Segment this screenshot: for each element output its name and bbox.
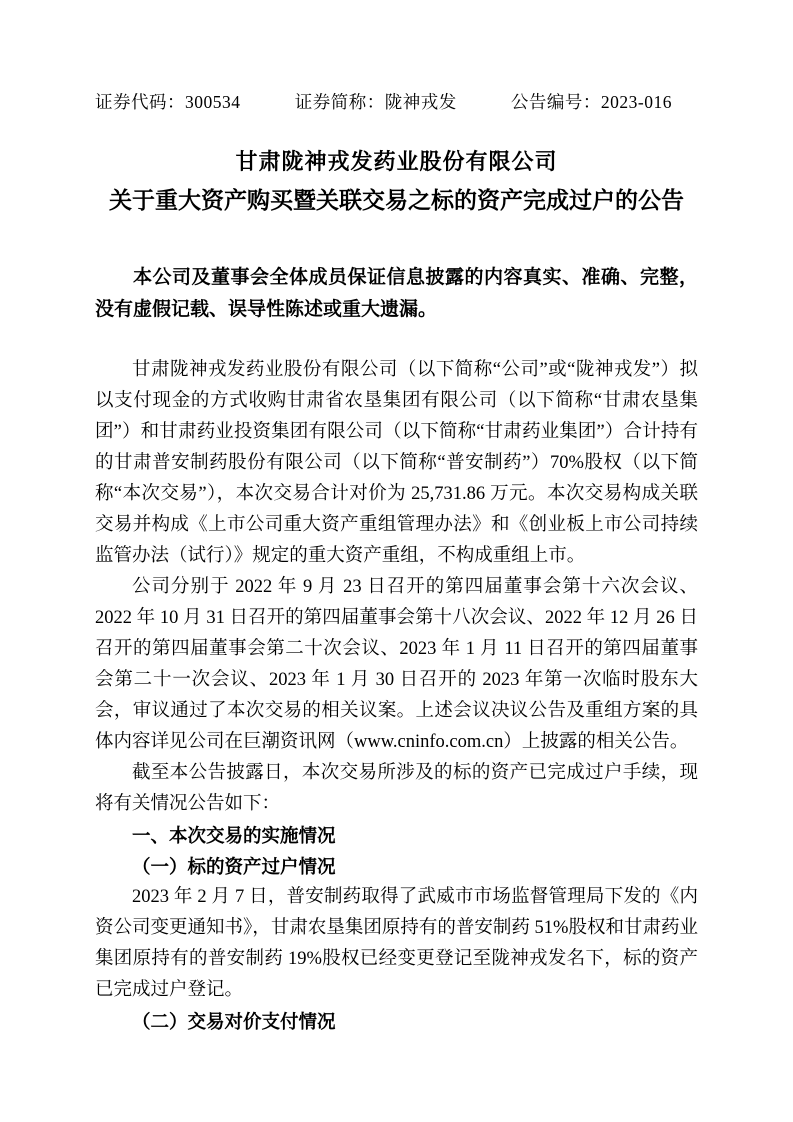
subsection-heading-transfer: （一）标的资产过户情况 xyxy=(132,856,336,877)
stock-info-header xyxy=(95,92,698,112)
announcement-title: 关于重大资产购买暨关联交易之标的资产完成过户的公告 xyxy=(109,187,684,213)
asof-paragraph: 截至本公告披露日，本次交易所涉及的标的资产已完成过户手续，现将有关情况公告如下： xyxy=(95,763,698,814)
stock-code: 证券代码：300534 xyxy=(95,92,241,112)
section-heading-implementation: 一、本次交易的实施情况 xyxy=(132,825,336,846)
intro-paragraph: 甘肃陇神戎发药业股份有限公司（以下简称“公司”或“陇神戎发”）拟以支付现金的方式收购甘肃省农垦集团有限公司（以下简称“甘肃农垦集团”）和甘肃药业投资集团有限公司（以下简称“甘肃药业集团”）合计持有的甘肃普安制药股份有限公司（以下简称“普安制药”）70%股权（以下简称“本次交易”），本次交易合计对价为 25,731.86 万元。本次交易构成关联交易并构成《上市公司重大资产重组管理办法》和《创业板上市公司持续监管办法（试行）》规定的重大资产重组，不构成重组上市。 xyxy=(95,360,698,566)
company-name-title: 甘肃陇神戎发药业股份有限公司 xyxy=(235,149,558,174)
transfer-detail-paragraph: 2023 年 2 月 7 日，普安制药取得了武威市市场监督管理局下发的《内资公司变更通知书》，甘肃农垦集团原持有的普安制药 51%股权和甘肃药业集团原持有的普安制药 19%股权已经变更登记至陇神戎发名下，标的资产已完成过户登记。 xyxy=(95,887,698,1000)
announcement-number: 公告编号：2023-016 xyxy=(510,92,672,112)
stock-abbr: 证券简称：陇神戎发 xyxy=(294,92,457,112)
meetings-paragraph: 公司分别于 2022 年 9 月 23 日召开的第四届董事会第十六次会议、2022 年 10 月 31 日召开的第四届董事会第十八次会议、2022 年 12 月 26 日召开的第四届董事会第二十次会议、2023 年 1 月 11 日召开的第四届董事会第二十一次会议、2023 年 1 月 30 日召开的 2023 年第一次临时股东大会，审议通过了本次交易的相关议案。上述会议决议公告及重组方案的具体内容详见公司在巨潮资讯网（www.cninfo.com.cn）上披露的相关公告。 xyxy=(95,577,698,752)
disclaimer-paragraph: 本公司及董事会全体成员保证信息披露的内容真实、准确、完整，没有虚假记载、误导性陈述或重大遗漏。 xyxy=(95,267,698,320)
subsection-heading-payment: （二）交易对价支付情况 xyxy=(132,1011,336,1032)
